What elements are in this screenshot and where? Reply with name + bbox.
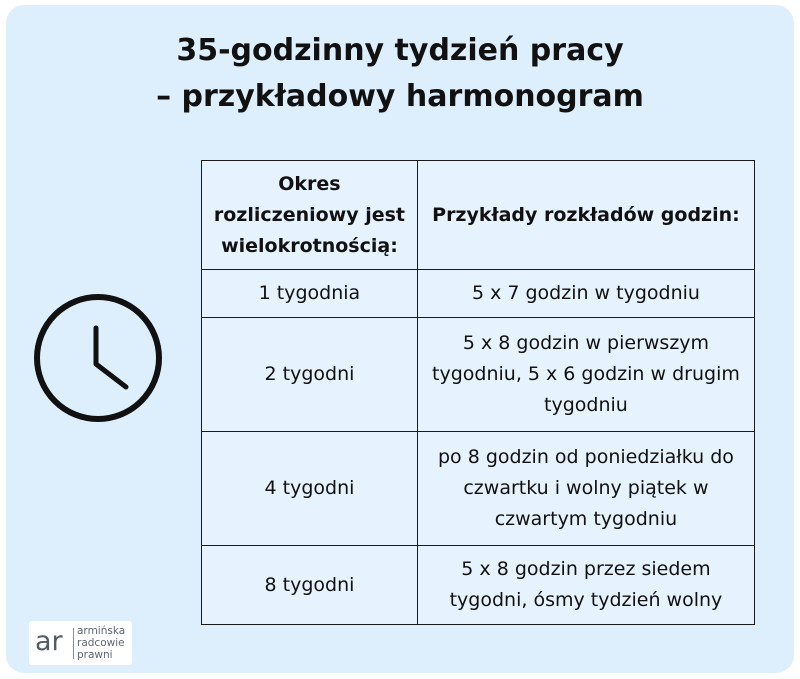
schedule-table: [201, 160, 755, 625]
logo-line-1: armińska: [77, 625, 126, 637]
cell-example: 5 x 8 godzin w pierwszym tygodniu, 5 x 6 godzin w drugim tygodniu: [417, 318, 754, 432]
logo-monogram: ar: [35, 626, 63, 657]
title-line-2: – przykładowy harmonogram: [156, 79, 644, 114]
logo-line-2: radcowie: [77, 637, 125, 649]
cell-example: 5 x 7 godzin w tygodniu: [417, 270, 754, 318]
table-row: [202, 432, 755, 546]
title-line-1: 35-godzinny tydzień pracy: [176, 33, 624, 68]
table-header-row: [202, 161, 755, 270]
table-row: [202, 270, 755, 318]
table-row: [202, 546, 755, 625]
cell-period: 8 tygodni: [202, 546, 418, 625]
table-row: [202, 318, 755, 432]
clock-icon: [32, 292, 164, 424]
firm-logo: [29, 621, 132, 665]
cell-period: 2 tygodni: [202, 318, 418, 432]
cell-example: po 8 godzin od poniedziałku do czwartku i wolny piątek w czwartym tygodniu: [417, 432, 754, 546]
logo-line-3: prawni: [77, 649, 113, 661]
cell-period: 1 tygodnia: [202, 270, 418, 318]
page-title: [0, 28, 800, 120]
cell-example: 5 x 8 godzin przez siedem tygodni, ósmy tydzień wolny: [417, 546, 754, 625]
cell-period: 4 tygodni: [202, 432, 418, 546]
logo-divider: [73, 628, 74, 659]
logo-wordmark: [77, 625, 125, 661]
header-period: Okres rozliczeniowy jest wielokrotnością:: [202, 161, 418, 270]
header-examples: Przykłady rozkładów godzin:: [417, 161, 754, 270]
